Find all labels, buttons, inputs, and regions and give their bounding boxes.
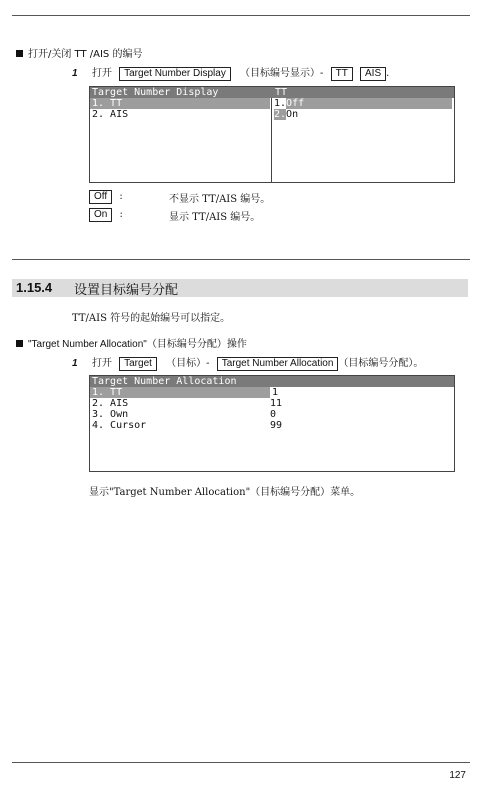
section-number: 1.15.4 [16,280,53,295]
menu-row-label: 3. Own [92,409,129,420]
ais-key[interactable]: AIS [360,67,386,81]
step-1-ais [72,64,389,81]
option-desc: 显示 TT/AIS 编号。 [169,212,261,223]
step-note-target: （目标）- [166,358,210,369]
section-rule [12,259,470,260]
item-num-box: 2. [274,109,287,120]
on-key[interactable]: On [89,208,112,222]
step-note-tna: （目标编号分配）。 [338,358,424,369]
bullet-square-icon [16,50,23,57]
menu-title-bar [90,87,454,98]
step-number: 1 [72,68,78,79]
menu-title-right: TT [275,87,288,98]
bottom-rule [12,762,470,763]
step-end: . [386,68,390,79]
bullet-square-icon [16,340,23,347]
menu-row-label: 4. Cursor [92,420,147,431]
menu-row-1 [90,98,454,109]
cursor-box: 1. [274,98,287,109]
target-number-display-key[interactable]: Target Number Display [119,67,231,81]
menu-item-tt[interactable]: 1. TT [90,98,270,109]
menu-title-bar: Target Number Allocation [90,376,454,387]
target-number-allocation-key[interactable]: Target Number Allocation [217,357,339,371]
option-desc: 不显示 TT/AIS 编号。 [169,194,271,205]
option-colon: : [119,191,123,202]
step-1-tna [72,354,423,371]
menu-row-label: 1. TT [90,387,270,398]
menu-item-off[interactable]: 1.Off [274,98,452,109]
menu-row-label: 2. AIS [92,398,129,409]
menu-row[interactable] [90,420,454,431]
menu-item-on[interactable]: 2.On [274,109,299,120]
tt-key[interactable]: TT [331,67,353,81]
menu-row[interactable] [90,398,454,409]
option-off [89,190,271,205]
menu-row-value: 1 [272,387,279,398]
step-note: （目标编号显示）- [240,68,324,79]
target-key[interactable]: Target [119,357,157,371]
sub-heading-tna [16,335,247,350]
step-open-text: 打开 [91,68,112,79]
top-rule [12,15,470,16]
heading-text: 打开/关闭 TT /AIS 的编号 [28,49,143,60]
section-title: 设置目标编号分配 [74,283,179,298]
menu-title-left: Target Number Display [92,87,219,98]
menu-item-ais[interactable]: 2. AIS [92,109,129,120]
step-open-text: 打开 [91,358,112,369]
option-on [89,208,261,223]
menu-row-2 [90,109,454,120]
section-intro: TT/AIS 符号的起始编号可以指定。 [72,313,231,324]
off-key[interactable]: Off [89,190,112,204]
step-number: 1 [72,358,78,369]
menu-target-number-allocation [89,375,455,472]
menu-row[interactable] [90,387,454,398]
menu-row-value: 99 [270,420,283,431]
menu-row-value: 0 [270,409,277,420]
menu-row[interactable] [90,409,454,420]
page-number: 127 [449,770,466,781]
menu-row-value: 11 [270,398,283,409]
menu-target-number-display [89,86,455,183]
menu-caption: 显示"Target Number Allocation"（目标编号分配）菜单。 [89,487,361,498]
section-heading-1-15-4 [12,279,468,297]
sub-heading-text: "Target Number Allocation"（目标编号分配）操作 [28,339,247,350]
option-colon: : [119,209,123,220]
section-heading-ais [16,45,142,60]
